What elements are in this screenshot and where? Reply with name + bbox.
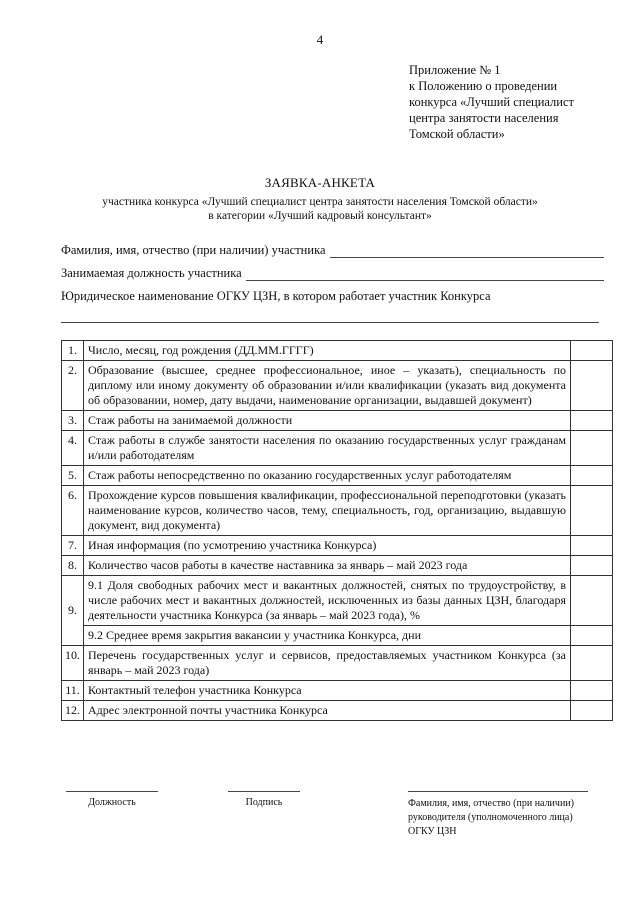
organization-line[interactable] [61,322,599,323]
row-value-cell[interactable] [571,341,613,361]
row-value-cell[interactable] [571,431,613,466]
row-label: Образование (высшее, среднее профессиональное, иное – указать), специальность по диплому или иному документу об образовании и/или квалификации (указать вид документа об образовании, номер, дату выдачи, наименование организации, выдавшей документ) [84,361,571,411]
table-row [62,341,613,361]
row-number: 5. [62,466,84,486]
row-value-cell[interactable] [571,681,613,701]
table-row [62,556,613,576]
row-number: 4. [62,431,84,466]
signature-label: Подпись [245,797,283,808]
table-row [62,411,613,431]
row-value-cell[interactable] [571,556,613,576]
name-signature-label: руководителя (уполномоченного лица) [408,812,573,823]
name-signature-line[interactable] [408,790,588,792]
row-number: 8. [62,556,84,576]
name-signature-label: Фамилия, имя, отчество (при наличии) [408,798,574,809]
position-line[interactable] [246,269,604,281]
name-signature-block [408,790,613,839]
table-row [62,626,613,646]
row-label: Количество часов работы в качестве наставника за январь – май 2023 года [84,556,571,576]
row-label: Перечень государственных услуг и сервисов, предоставляемых участником Конкурса (за январь – май 2023 года) [84,646,571,681]
full-name-field[interactable] [61,243,604,258]
row-value-cell[interactable] [571,466,613,486]
row-number: 9. [62,576,84,646]
table-row [62,431,613,466]
form-subtitle: участника конкурса «Лучший специалист центра занятости населения Томской области» [102,196,538,208]
row-number: 12. [62,701,84,721]
row-value-cell[interactable] [571,576,613,626]
full-name-label: Фамилия, имя, отчество (при наличии) участника [61,243,326,257]
table-row [62,466,613,486]
page-number: 4 [316,32,324,47]
name-signature-label: ОГКУ ЦЗН [408,826,457,837]
row-number: 3. [62,411,84,431]
signature-block [228,790,300,808]
row-label: Стаж работы на занимаемой должности [84,411,571,431]
table-row [62,536,613,556]
position-field[interactable] [61,266,604,281]
row-label: Прохождение курсов повышения квалификации, профессиональной переподготовки (указать наименование курсов, количество часов, тему, специальность, год, организацию, выдавшую документ, вид документа) [84,486,571,536]
form-title: ЗАЯВКА-АНКЕТА [264,175,376,190]
row-value-cell[interactable] [571,626,613,646]
position-label: Занимаемая должность участника [61,266,242,280]
appendix-note [409,62,634,142]
form-header [0,175,640,223]
table-row [62,701,613,721]
row-number: 10. [62,646,84,681]
appendix-line: центра занятости населения [409,111,559,125]
appendix-line: Томской области» [409,127,505,141]
table-row [62,361,613,411]
appendix-line: конкурса «Лучший специалист [409,95,574,109]
row-label: 9.1 Доля свободных рабочих мест и вакантных должностей, снятых по трудоустройству, в числе рабочих мест и вакантных должностей, исключенных из базы данных ЦЗН, благодаря деятельности участника Конкурса (за январь – май 2023 года), % [84,576,571,626]
position-signature-label: Должность [88,797,136,808]
form-category: в категории «Лучший кадровый консультант» [208,210,432,222]
organization-label: Юридическое наименование ОГКУ ЦЗН, в котором работает участник Конкурса [61,289,491,303]
row-number: 1. [62,341,84,361]
organization-field [61,289,604,304]
table-row [62,486,613,536]
position-signature-line[interactable] [66,790,158,792]
row-number: 7. [62,536,84,556]
row-value-cell[interactable] [571,646,613,681]
table-row [62,576,613,626]
row-label: Стаж работы в службе занятости населения по оказанию государственных услуг гражданам и/или работодателям [84,431,571,466]
row-value-cell[interactable] [571,411,613,431]
row-value-cell[interactable] [571,536,613,556]
appendix-line: к Положению о проведении [409,79,558,93]
table-row [62,646,613,681]
application-table [61,340,613,721]
table-row [62,681,613,701]
row-label: Адрес электронной почты участника Конкурса [84,701,571,721]
row-label: Стаж работы непосредственно по оказанию государственных услуг работодателям [84,466,571,486]
row-label: Контактный телефон участника Конкурса [84,681,571,701]
row-value-cell[interactable] [571,486,613,536]
row-number: 2. [62,361,84,411]
row-value-cell[interactable] [571,701,613,721]
full-name-line[interactable] [330,246,605,258]
row-number: 6. [62,486,84,536]
signature-line[interactable] [228,790,300,792]
position-signature-block [66,790,158,808]
row-label: Число, месяц, год рождения (ДД.ММ.ГГГГ) [84,341,571,361]
row-number: 11. [62,681,84,701]
row-label: Иная информация (по усмотрению участника Конкурса) [84,536,571,556]
row-value-cell[interactable] [571,361,613,411]
row-sub-label: 9.2 Среднее время закрытия вакансии у участника Конкурса, дни [84,626,571,646]
appendix-line: Приложение № 1 [409,63,501,77]
